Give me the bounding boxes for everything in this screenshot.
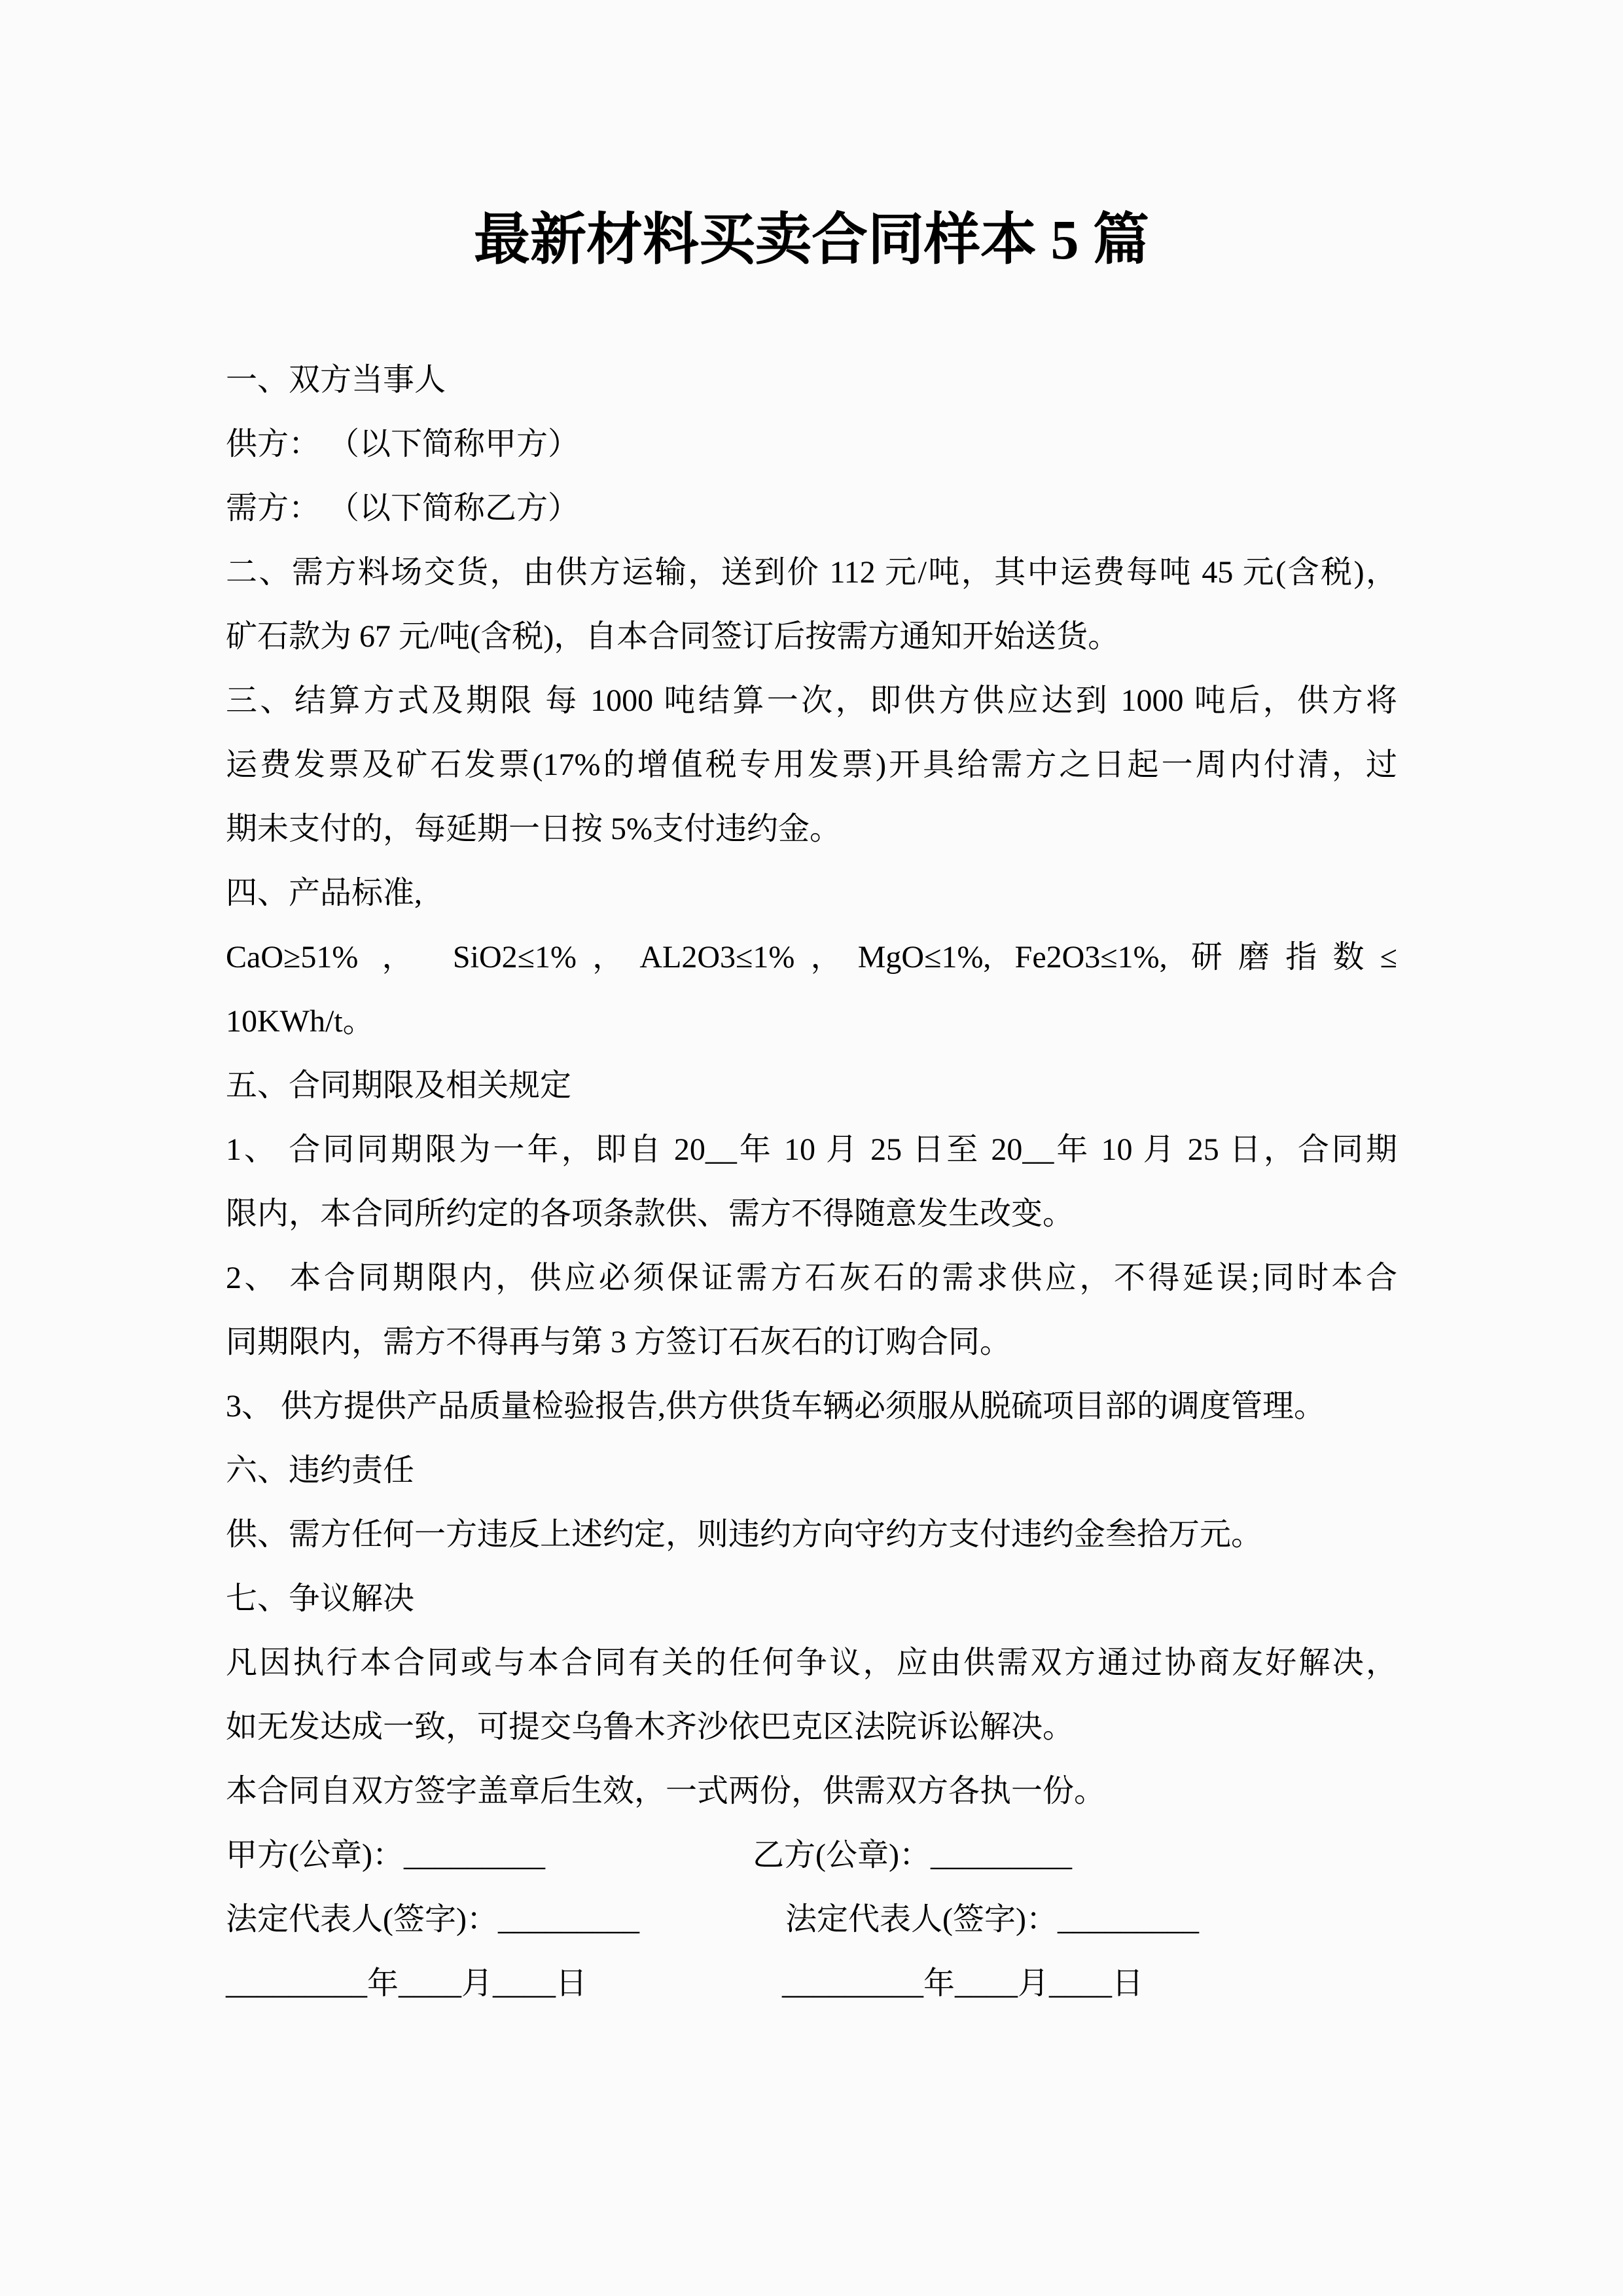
document-line: CaO≥51% ， SiO2≤1%，AL2O3≤1%，MgO≤1%, Fe2O3≤1%, 研磨指数≤: [226, 940, 1397, 975]
document-line: 如无发达成一致，可提交乌鲁木齐沙依巴克区法院诉讼解决。: [226, 1710, 1075, 1744]
signature-section: [226, 1823, 1397, 2016]
document-line: 需方： （以下简称乙方）: [226, 491, 580, 526]
document-line: 供、需方任何一方违反上述约定，则违约方向守约方支付违约金叁拾万元。: [226, 1517, 1263, 1552]
document-line: 七、争议解决: [226, 1581, 415, 1616]
signature-field-left: 甲方(公章)：_________: [226, 1838, 545, 1873]
document-line: 3、 供方提供产品质量检验报告,供方供货车辆必须服从脱硫项目部的调度管理。: [226, 1389, 1326, 1424]
document-line: 供方： （以下简称甲方）: [226, 427, 580, 461]
document-line: 凡因执行本合同或与本合同有关的任何争议，应由供需双方通过协商友好解决，: [226, 1645, 1397, 1680]
signature-field-right: _________年____月____日: [782, 1966, 1144, 2001]
document-line: 五、合同期限及相关规定: [226, 1068, 572, 1103]
signature-row: [226, 1888, 1397, 1952]
document-line: 本合同自双方签字盖章后生效，一式两份，供需双方各执一份。: [226, 1774, 1106, 1808]
signature-field-left: _________年____月____日: [226, 1966, 588, 2001]
document-line: 三、结算方式及期限 每 1000 吨结算一次，即供方供应达到 1000 吨后，供方将: [226, 683, 1397, 718]
signature-row: [226, 1823, 1397, 1888]
document-line: 运费发票及矿石发票(17%的增值税专用发票)开具给需方之日起一周内付清，过: [226, 747, 1397, 782]
signature-field-left: 法定代表人(签字)：_________: [226, 1902, 639, 1937]
document-line: 10KWh/t。: [226, 1004, 374, 1039]
document-line: 一、双方当事人: [226, 363, 446, 397]
document-line: 2、 本合同期限内，供应必须保证需方石灰石的需求供应，不得延误;同时本合: [226, 1261, 1397, 1295]
document-line: 矿石款为 67 元/吨(含税)，自本合同签订后按需方通知开始送货。: [226, 619, 1120, 654]
document-line: 六、违约责任: [226, 1453, 415, 1488]
document-line: 限内，本合同所约定的各项条款供、需方不得随意发生改变。: [226, 1196, 1075, 1231]
document-body: [226, 348, 1397, 1823]
signature-row: [226, 1952, 1397, 2016]
document-line: 二、需方料场交货，由供方运输，送到价 112 元/吨，其中运费每吨 45 元(含税)，: [226, 555, 1397, 590]
document-line: 四、产品标准,: [226, 876, 423, 910]
signature-field-right: 法定代表人(签字)：_________: [785, 1902, 1199, 1937]
document-content: [226, 348, 1397, 2016]
document-line: 期未支付的，每延期一日按 5%支付违约金。: [226, 812, 841, 846]
signature-field-right: 乙方(公章)：_________: [753, 1838, 1072, 1873]
page-title: 最新材料买卖合同样本 5 篇: [474, 208, 1149, 271]
document-line: 同期限内，需方不得再与第 3 方签订石灰石的订购合同。: [226, 1325, 1012, 1359]
document-line: 1、 合同同期限为一年，即自 20__年 10 月 25 日至 20__年 10 月 25 日，合同期: [226, 1132, 1397, 1167]
